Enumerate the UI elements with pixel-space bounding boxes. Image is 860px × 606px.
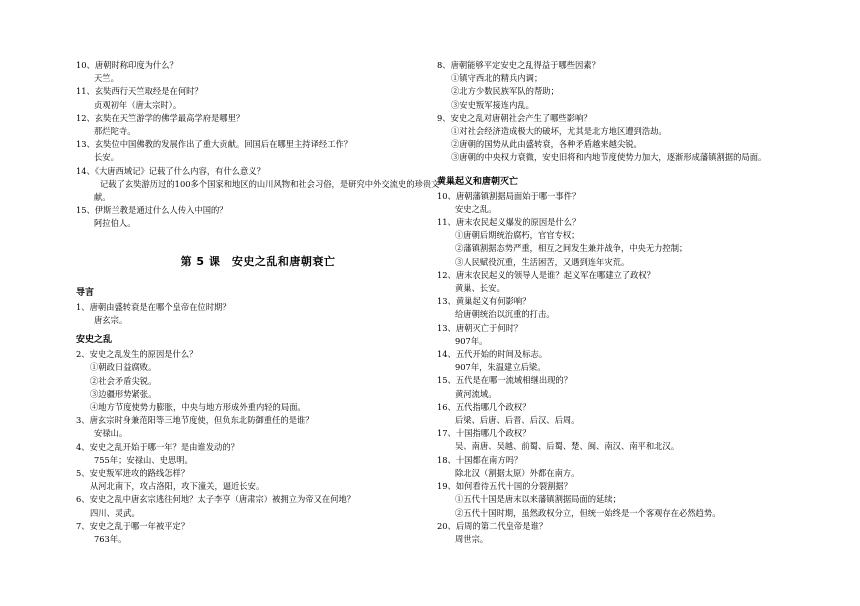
question: 13、玄奘位中国佛教的发展作出了重大贡献。回国后在哪里主持译经工作？ bbox=[76, 139, 353, 150]
answer: 唐玄宗。 bbox=[94, 315, 128, 326]
answer: 周世宗。 bbox=[455, 533, 489, 544]
answer: 除北汉（割据太原）外都在南方。 bbox=[455, 467, 580, 478]
question: 4、安史之乱开始于哪一年？是由谁发动的？ bbox=[76, 441, 239, 452]
question: 19、如何看待五代十国的分裂割据？ bbox=[437, 481, 573, 492]
answer-point: ②社会矛盾尖锐。 bbox=[90, 375, 157, 386]
answer-point: ②藩镇割据态势严重，相互之间发生兼并战争，中央无力控制； bbox=[455, 243, 688, 254]
answer-point: ③边疆形势紧张。 bbox=[90, 388, 157, 399]
answer-point: ②五代十国时期，虽然政权分立，但统一始终是一个客观存在必然趋势。 bbox=[455, 507, 721, 518]
question: 8、唐朝能够平定安史之乱得益于哪些因素？ bbox=[437, 60, 600, 70]
answer: 吴、南唐、吴越、前蜀、后蜀、楚、闽、南汉、南平和北汉。 bbox=[455, 441, 680, 452]
answer: 从河北南下，攻占洛阳，攻下潼关，逼近长安。 bbox=[90, 481, 265, 492]
question: 10、唐朝时称印度为什么？ bbox=[76, 60, 178, 70]
right-column bbox=[437, 59, 827, 546]
section-heading-huangchao: 黄巢起义和唐朝灭亡 bbox=[437, 176, 519, 187]
answer: 给唐朝统治以沉重的打击。 bbox=[455, 309, 555, 320]
answer: 黄河流域。 bbox=[455, 388, 497, 399]
left-column bbox=[76, 59, 440, 546]
answer: 安禄山。 bbox=[94, 428, 128, 439]
question: 7、安史之乱于哪一年被平定？ bbox=[76, 520, 190, 531]
answer: 黄巢、长安。 bbox=[455, 283, 505, 294]
answer-point: ①五代十国是唐末以来藩镇割据局面的延续； bbox=[455, 494, 621, 505]
answer-point: ①朝政日益腐败。 bbox=[90, 362, 157, 373]
question: 14、《大唐西域记》记载了什么内容，有什么意义？ bbox=[76, 165, 265, 176]
question: 3、唐玄宗时身兼范阳等三地节度使，但负东北防御重任的是谁？ bbox=[76, 415, 314, 426]
question: 11、唐末农民起义爆发的原因是什么？ bbox=[437, 217, 581, 228]
question: 12、唐末农民起义的领导人是谁？起义军在哪建立了政权？ bbox=[437, 269, 655, 280]
answer: 后梁、后唐、后晋、后汉、后周。 bbox=[455, 415, 580, 426]
question: 16、五代指哪几个政权？ bbox=[437, 401, 531, 412]
lesson-title: 第 5 课 安史之乱和唐朝衰亡 bbox=[180, 254, 336, 268]
answer-point: ③人民赋役沉重，生活困苦，又遇到连年灾荒。 bbox=[455, 256, 630, 267]
answer: 天竺。 bbox=[94, 73, 119, 84]
question: 12、玄奘在天竺游学的佛学最高学府是哪里？ bbox=[76, 112, 245, 123]
question: 15、五代是在哪一流域相继出现的？ bbox=[437, 375, 573, 386]
question: 5、安史叛军进攻的路线怎样？ bbox=[76, 468, 190, 479]
question: 15、伊斯兰教是通过什么人传入中国的？ bbox=[76, 205, 228, 216]
answer-point: ①对社会经济造成极大的破坏，尤其是北方地区遭到浩劫。 bbox=[451, 126, 667, 137]
question: 11、玄奘西行天竺取经是在何时？ bbox=[76, 86, 203, 97]
answer: 那烂陀寺。 bbox=[94, 126, 136, 137]
answer-point: ①唐朝后期统治腐朽，官官专权； bbox=[455, 230, 580, 241]
question: 14、五代开始的时间及标志。 bbox=[437, 349, 548, 360]
question: 10、唐朝藩镇割据局面始于哪一事件？ bbox=[437, 190, 581, 201]
question: 18、十国都在南方吗？ bbox=[437, 454, 523, 465]
section-heading-intro: 导言 bbox=[76, 287, 95, 298]
answer: 阿拉伯人。 bbox=[94, 218, 136, 229]
answer-point: ②北方少数民族军队的帮助； bbox=[451, 86, 559, 97]
answer-paragraph: 记载了玄奘游历过的100多个国家和地区的山川风物和社会习俗，是研究中外交流史的珍贵文献。 bbox=[94, 178, 440, 203]
question: 17、十国指哪几个政权？ bbox=[437, 428, 531, 439]
question: 13、唐朝灭亡于何时？ bbox=[437, 322, 523, 333]
question: 6、安史之乱中唐玄宗逃往何地？太子李亨（唐肃宗）被拥立为帝又在何地？ bbox=[76, 494, 356, 505]
answer-point: ①镇守西北的精兵内调； bbox=[451, 73, 543, 84]
answer: 贞观初年（唐太宗时）。 bbox=[94, 99, 182, 110]
answer: 长安。 bbox=[94, 152, 119, 163]
answer: 763年。 bbox=[94, 534, 127, 545]
answer-point: ③唐朝的中央权力衰微，安史旧将和内地节度使势力加大，逐渐形成藩镇割据的局面。 bbox=[451, 152, 767, 163]
question: 13、黄巢起义有何影响？ bbox=[437, 296, 531, 307]
section-heading-anshi: 安史之乱 bbox=[76, 335, 113, 346]
answer: 907年。 bbox=[455, 335, 488, 346]
answer: 907年，朱温建立后梁。 bbox=[455, 362, 546, 373]
question: 2、安史之乱发生的原因是什么？ bbox=[76, 349, 198, 360]
answer-point: ③安史叛军接连内乱。 bbox=[451, 99, 534, 110]
answer-point: ④地方节度使势力膨胀，中央与地方形成外重内轻的局面。 bbox=[90, 402, 306, 413]
answer: 四川、灵武。 bbox=[90, 507, 140, 518]
answer: 安史之乱。 bbox=[455, 203, 497, 214]
question: 9、安史之乱对唐朝社会产生了哪些影响？ bbox=[437, 112, 592, 123]
question: 20、后周的第二代皇帝是谁？ bbox=[437, 520, 548, 531]
answer: 755年；安禄山、史思明。 bbox=[94, 454, 193, 465]
answer-point: ②唐朝的国势从此由盛转衰，各种矛盾越来越尖锐。 bbox=[451, 139, 642, 150]
question: 1、唐朝由盛转衰是在哪个皇帝在位时期？ bbox=[76, 301, 231, 312]
